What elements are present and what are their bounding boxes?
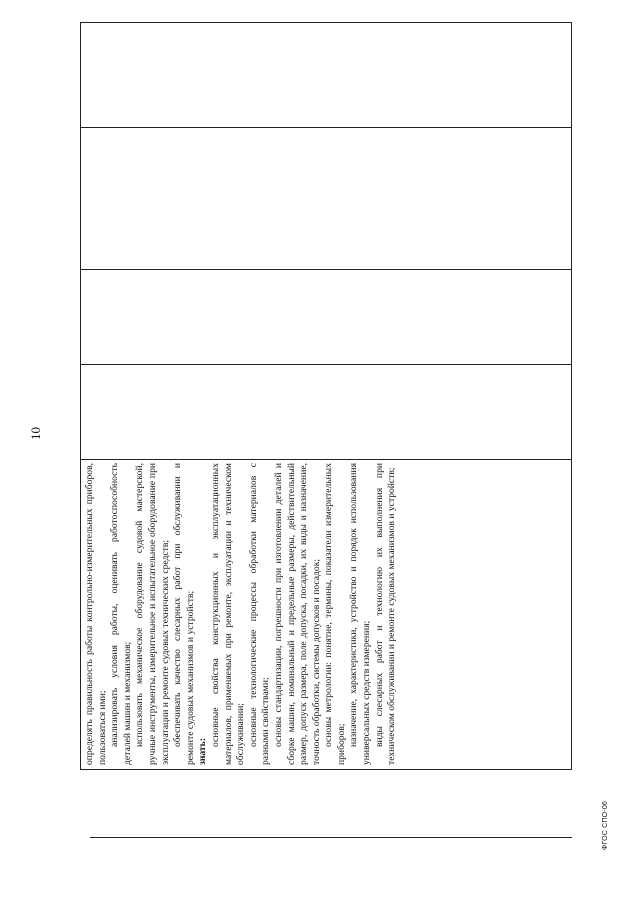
list-item: основные технологические процессы обработки материалов с разными свойствами;	[247, 463, 272, 765]
table-cell-empty-1	[81, 364, 571, 459]
footer-label: ФГОС СПО-06	[602, 800, 609, 850]
standards-table	[80, 22, 572, 770]
list-item: анализировать условия работы, оценивать работоспособность деталей машин и механизмов;	[109, 463, 133, 765]
table-cell-empty-3	[81, 127, 571, 269]
section-heading: знать:	[197, 738, 209, 765]
list-item: назначение, характеристики, устройство и порядок использования универсальных средств измерения;	[348, 463, 373, 765]
page-number: 10	[28, 427, 43, 440]
list-item: основы метрологии: понятие, термины, показатели измерительных приборов;	[323, 463, 347, 765]
list-item: виды слесарных работ и технологию их выполнения при техническом обслуживании и ремонте судовых механизмов и устройств;	[373, 463, 398, 765]
table-cell-competencies	[81, 459, 571, 769]
list-item: основы стандартизации, погрешности при изготовлении деталей и сборке машин, номинальный и предельные размеры, действительный размер, допуск размера, поле допуска, посадки, их виды и назначение, точность обработки, системы допусков и посадок;	[272, 463, 322, 765]
list-item: определять правильность работы контрольно-измерительных приборов, пользоваться ими;	[84, 463, 108, 765]
list-item: основные свойства конструкционных и эксплуатационных материалов, применяемых при ремонте, эксплуатации и техническом обслуживании;	[209, 463, 247, 765]
list-item: обеспечивать качество слесарных работ при обслуживании и ремонте судовых механизмов и устройств;	[172, 463, 196, 765]
table-cell-empty-2	[81, 269, 571, 364]
table-cell-empty-4	[81, 21, 571, 127]
competencies-text	[81, 460, 399, 769]
footer-rule	[90, 837, 572, 838]
list-item: использовать механическое оборудование судовой мастерской, ручные инструменты, измерительное и испытательное оборудование при эксплуатации и ремонте судовых технических средств;	[134, 463, 171, 765]
